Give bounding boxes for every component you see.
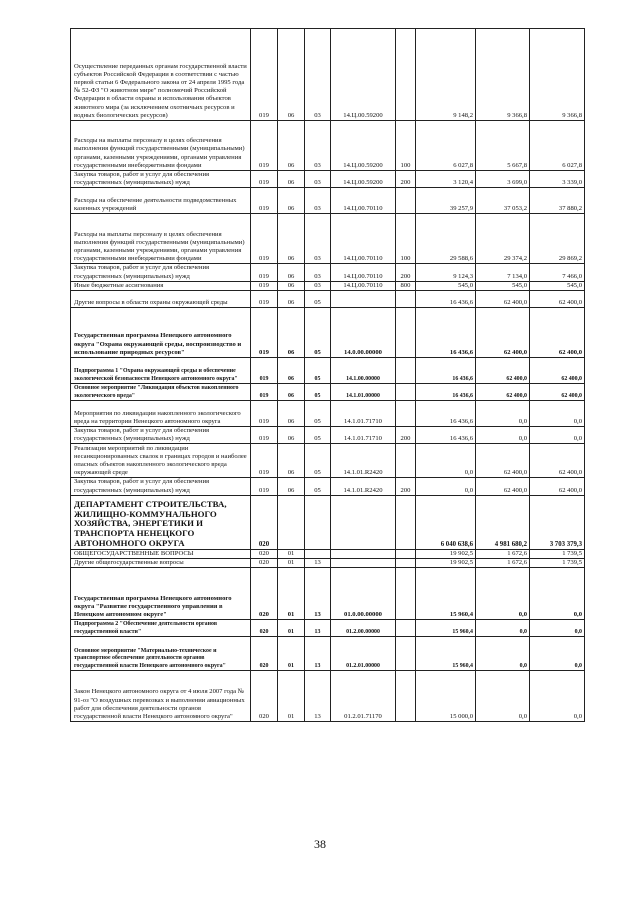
amount-year-2-cell: 0,0	[476, 637, 530, 671]
table-row	[71, 264, 585, 281]
target-article-cell: 01.2.01.71170	[331, 671, 396, 722]
target-article-cell: 14.Ц.00.59200	[331, 171, 396, 188]
admin-code-cell: 019	[251, 264, 278, 281]
subsection-code-cell: 05	[305, 444, 331, 478]
admin-code-cell: 019	[251, 308, 278, 358]
expense-type-cell	[396, 308, 416, 358]
amount-year-2-cell: 29 374,2	[476, 214, 530, 264]
subsection-code-cell: 13	[305, 671, 331, 722]
section-code-cell: 06	[278, 214, 305, 264]
expense-type-cell: 100	[396, 121, 416, 171]
table-row	[71, 358, 585, 384]
item-name-cell: Расходы на обеспечение деятельности подведомственных казенных учреждений	[71, 188, 251, 214]
amount-year-3-cell: 0,0	[530, 671, 585, 722]
subsection-code-cell: 05	[305, 358, 331, 384]
expense-type-cell	[396, 358, 416, 384]
target-article-cell: 14.Ц.00.59200	[331, 29, 396, 121]
amount-year-3-cell: 62 400,0	[530, 308, 585, 358]
section-code-cell: 06	[278, 401, 305, 427]
amount-year-2-cell: 3 699,0	[476, 171, 530, 188]
subsection-code-cell: 13	[305, 637, 331, 671]
amount-year-1-cell: 19 902,5	[416, 549, 476, 558]
expense-type-cell	[396, 29, 416, 121]
expense-type-cell: 200	[396, 478, 416, 495]
section-code-cell: 06	[278, 358, 305, 384]
table-row	[71, 620, 585, 637]
budget-table-page	[70, 28, 584, 722]
amount-year-1-cell: 15 960,4	[416, 620, 476, 637]
amount-year-2-cell: 62 400,0	[476, 358, 530, 384]
target-article-cell: 01.2.01.00000	[331, 637, 396, 671]
amount-year-3-cell: 3 339,0	[530, 171, 585, 188]
amount-year-2-cell: 62 400,0	[476, 478, 530, 495]
admin-code-cell: 019	[251, 281, 278, 290]
amount-year-3-cell: 29 869,2	[530, 214, 585, 264]
subsection-code-cell: 05	[305, 384, 331, 401]
amount-year-3-cell: 0,0	[530, 620, 585, 637]
section-code-cell: 06	[278, 264, 305, 281]
amount-year-2-cell: 0,0	[476, 401, 530, 427]
table-row	[71, 171, 585, 188]
expense-type-cell: 200	[396, 264, 416, 281]
item-name-cell: Иные бюджетные ассигнования	[71, 281, 251, 290]
section-code-cell: 01	[278, 568, 305, 620]
target-article-cell: 14.1.01.R2420	[331, 478, 396, 495]
target-article-cell: 01.0.00.00000	[331, 568, 396, 620]
item-name-cell: Реализация мероприятий по ликвидации несанкционированных свалок в границах городов и наиболее опасных объектов накопленного экологического вреда окружающей среде	[71, 444, 251, 478]
admin-code-cell: 019	[251, 188, 278, 214]
subsection-code-cell: 05	[305, 427, 331, 444]
amount-year-2-cell: 0,0	[476, 427, 530, 444]
item-name-cell: Подпрограмма 1 "Охрана окружающей среды и обеспечение экологической безопасности Ненецкого автономного округа"	[71, 358, 251, 384]
subsection-code-cell: 13	[305, 559, 331, 568]
amount-year-1-cell: 16 436,6	[416, 291, 476, 308]
admin-code-cell: 019	[251, 121, 278, 171]
target-article-cell: 14.1.01.R2420	[331, 444, 396, 478]
subsection-code-cell: 03	[305, 171, 331, 188]
amount-year-3-cell: 545,0	[530, 281, 585, 290]
amount-year-2-cell: 9 366,8	[476, 29, 530, 121]
section-code-cell: 01	[278, 637, 305, 671]
amount-year-1-cell: 29 588,6	[416, 214, 476, 264]
amount-year-1-cell: 15 000,0	[416, 671, 476, 722]
target-article-cell: 14.1.00.00000	[331, 358, 396, 384]
amount-year-3-cell: 1 739,5	[530, 559, 585, 568]
amount-year-2-cell: 5 667,8	[476, 121, 530, 171]
table-row	[71, 495, 585, 549]
expense-type-cell: 200	[396, 171, 416, 188]
section-code-cell: 06	[278, 478, 305, 495]
item-name-cell: ОБЩЕГОСУДАРСТВЕННЫЕ ВОПРОСЫ	[71, 549, 251, 558]
target-article-cell: 14.Ц.00.70110	[331, 188, 396, 214]
amount-year-2-cell: 0,0	[476, 671, 530, 722]
item-name-cell: Другие вопросы в области охраны окружающей среды	[71, 291, 251, 308]
subsection-code-cell: 05	[305, 308, 331, 358]
item-name-cell: Подпрограмма 2 "Обеспечение деятельности органов государственной власти"	[71, 620, 251, 637]
target-article-cell: 01.2.00.00000	[331, 620, 396, 637]
amount-year-1-cell: 6 040 638,6	[416, 495, 476, 549]
subsection-code-cell: 03	[305, 214, 331, 264]
table-row	[71, 188, 585, 214]
expense-type-cell	[396, 549, 416, 558]
target-article-cell: 14.Ц.00.70110	[331, 264, 396, 281]
admin-code-cell: 019	[251, 401, 278, 427]
amount-year-3-cell: 62 400,0	[530, 444, 585, 478]
target-article-cell: 14.Ц.00.59200	[331, 121, 396, 171]
item-name-cell: Закупка товаров, работ и услуг для обеспечения государственных (муниципальных) нужд	[71, 478, 251, 495]
admin-code-cell: 020	[251, 637, 278, 671]
budget-table	[70, 28, 585, 722]
target-article-cell	[331, 495, 396, 549]
amount-year-2-cell: 62 400,0	[476, 444, 530, 478]
table-row	[71, 29, 585, 121]
amount-year-2-cell: 0,0	[476, 568, 530, 620]
amount-year-3-cell: 9 366,8	[530, 29, 585, 121]
admin-code-cell: 020	[251, 671, 278, 722]
subsection-code-cell: 03	[305, 264, 331, 281]
table-row	[71, 549, 585, 558]
amount-year-1-cell: 16 436,6	[416, 384, 476, 401]
page-number: 38	[314, 837, 326, 851]
target-article-cell	[331, 559, 396, 568]
item-name-cell: Основное мероприятие "Ликвидация объектов накопленного экологического вреда"	[71, 384, 251, 401]
table-row	[71, 559, 585, 568]
admin-code-cell: 019	[251, 171, 278, 188]
section-code-cell: 06	[278, 444, 305, 478]
section-code-cell: 06	[278, 384, 305, 401]
expense-type-cell: 100	[396, 214, 416, 264]
target-article-cell: 14.Ц.00.70110	[331, 281, 396, 290]
target-article-cell: 14.Ц.00.70110	[331, 214, 396, 264]
amount-year-3-cell: 3 703 379,3	[530, 495, 585, 549]
amount-year-1-cell: 6 027,8	[416, 121, 476, 171]
amount-year-3-cell: 37 880,2	[530, 188, 585, 214]
section-code-cell: 06	[278, 291, 305, 308]
admin-code-cell: 019	[251, 444, 278, 478]
expense-type-cell	[396, 384, 416, 401]
expense-type-cell	[396, 637, 416, 671]
target-article-cell: 14.1.01.71710	[331, 427, 396, 444]
amount-year-1-cell: 9 124,3	[416, 264, 476, 281]
admin-code-cell: 019	[251, 214, 278, 264]
item-name-cell: Закупка товаров, работ и услуг для обеспечения государственных (муниципальных) нужд	[71, 427, 251, 444]
amount-year-3-cell: 6 027,8	[530, 121, 585, 171]
item-name-cell: Мероприятия по ликвидации накопленного экологического вреда на территории Ненецкого автономного округа	[71, 401, 251, 427]
amount-year-3-cell: 62 400,0	[530, 358, 585, 384]
admin-code-cell: 020	[251, 495, 278, 549]
table-row	[71, 444, 585, 478]
amount-year-1-cell: 16 436,6	[416, 358, 476, 384]
subsection-code-cell: 05	[305, 291, 331, 308]
amount-year-2-cell: 0,0	[476, 620, 530, 637]
amount-year-2-cell: 545,0	[476, 281, 530, 290]
item-name-cell: Государственная программа Ненецкого автономного округа "Охрана окружающей среды, воспроизводство и использование природных ресурсов"	[71, 308, 251, 358]
amount-year-1-cell: 545,0	[416, 281, 476, 290]
expense-type-cell	[396, 444, 416, 478]
amount-year-2-cell: 62 400,0	[476, 384, 530, 401]
admin-code-cell: 020	[251, 620, 278, 637]
expense-type-cell	[396, 671, 416, 722]
target-article-cell	[331, 291, 396, 308]
admin-code-cell: 020	[251, 559, 278, 568]
section-code-cell: 01	[278, 549, 305, 558]
amount-year-1-cell: 16 436,6	[416, 427, 476, 444]
admin-code-cell: 019	[251, 384, 278, 401]
expense-type-cell: 800	[396, 281, 416, 290]
amount-year-2-cell: 62 400,0	[476, 308, 530, 358]
amount-year-1-cell: 0,0	[416, 444, 476, 478]
section-code-cell	[278, 495, 305, 549]
table-row	[71, 427, 585, 444]
amount-year-3-cell: 62 400,0	[530, 384, 585, 401]
admin-code-cell: 020	[251, 568, 278, 620]
amount-year-1-cell: 16 436,6	[416, 401, 476, 427]
section-code-cell: 06	[278, 281, 305, 290]
subsection-code-cell	[305, 549, 331, 558]
subsection-code-cell: 03	[305, 281, 331, 290]
item-name-cell: ДЕПАРТАМЕНТ СТРОИТЕЛЬСТВА, ЖИЛИЩНО-КОММУНАЛЬНОГО ХОЗЯЙСТВА, ЭНЕРГЕТИКИ И ТРАНСПОРТА НЕНЕЦКОГО АВТОНОМНОГО ОКРУГА	[71, 495, 251, 549]
admin-code-cell: 019	[251, 29, 278, 121]
table-row	[71, 671, 585, 722]
amount-year-3-cell: 0,0	[530, 401, 585, 427]
amount-year-1-cell: 9 148,2	[416, 29, 476, 121]
amount-year-2-cell: 62 400,0	[476, 291, 530, 308]
amount-year-1-cell: 39 257,9	[416, 188, 476, 214]
section-code-cell: 06	[278, 427, 305, 444]
amount-year-2-cell: 4 981 680,2	[476, 495, 530, 549]
item-name-cell: Закупка товаров, работ и услуг для обеспечения государственных (муниципальных) нужд	[71, 264, 251, 281]
subsection-code-cell: 03	[305, 121, 331, 171]
subsection-code-cell: 05	[305, 478, 331, 495]
section-code-cell: 01	[278, 671, 305, 722]
item-name-cell: Закупка товаров, работ и услуг для обеспечения государственных (муниципальных) нужд	[71, 171, 251, 188]
section-code-cell: 01	[278, 559, 305, 568]
admin-code-cell: 019	[251, 358, 278, 384]
item-name-cell: Закон Ненецкого автономного округа от 4 июля 2007 года № 91-оз "О воздушных перевозках и выполнении авиационных работ для обеспечения деятельности органов государственной власти Ненецкого автономного округа"	[71, 671, 251, 722]
table-row	[71, 308, 585, 358]
table-row	[71, 637, 585, 671]
admin-code-cell: 019	[251, 478, 278, 495]
amount-year-3-cell: 62 400,0	[530, 478, 585, 495]
item-name-cell: Другие общегосударственные вопросы	[71, 559, 251, 568]
expense-type-cell	[396, 620, 416, 637]
table-row	[71, 214, 585, 264]
target-article-cell: 14.1.01.00000	[331, 384, 396, 401]
amount-year-3-cell: 62 400,0	[530, 291, 585, 308]
amount-year-1-cell: 15 960,4	[416, 637, 476, 671]
table-row	[71, 291, 585, 308]
subsection-code-cell	[305, 495, 331, 549]
amount-year-3-cell: 0,0	[530, 637, 585, 671]
amount-year-1-cell: 15 960,4	[416, 568, 476, 620]
admin-code-cell: 020	[251, 549, 278, 558]
table-row	[71, 121, 585, 171]
item-name-cell: Государственная программа Ненецкого автономного округа "Развитие государственного управления в Ненецком автономном округе"	[71, 568, 251, 620]
table-row	[71, 384, 585, 401]
table-row	[71, 401, 585, 427]
target-article-cell: 14.0.00.00000	[331, 308, 396, 358]
item-name-cell: Расходы на выплаты персоналу в целях обеспечения выполнения функций государственными (муниципальными) органами, казенными учреждениями, органами управления государственными внебюджетными фондами	[71, 121, 251, 171]
section-code-cell: 06	[278, 121, 305, 171]
amount-year-2-cell: 37 053,2	[476, 188, 530, 214]
amount-year-2-cell: 1 672,6	[476, 549, 530, 558]
admin-code-cell: 019	[251, 291, 278, 308]
amount-year-1-cell: 0,0	[416, 478, 476, 495]
expense-type-cell	[396, 559, 416, 568]
subsection-code-cell: 05	[305, 401, 331, 427]
section-code-cell: 01	[278, 620, 305, 637]
amount-year-2-cell: 1 672,6	[476, 559, 530, 568]
subsection-code-cell: 13	[305, 568, 331, 620]
section-code-cell: 06	[278, 171, 305, 188]
subsection-code-cell: 03	[305, 188, 331, 214]
section-code-cell: 06	[278, 188, 305, 214]
amount-year-1-cell: 3 120,4	[416, 171, 476, 188]
amount-year-3-cell: 0,0	[530, 568, 585, 620]
expense-type-cell	[396, 495, 416, 549]
amount-year-2-cell: 7 134,0	[476, 264, 530, 281]
amount-year-1-cell: 19 902,5	[416, 559, 476, 568]
expense-type-cell	[396, 401, 416, 427]
item-name-cell: Основное мероприятие "Материально-техническое и транспортное обеспечение деятельности органов государственной власти Ненецкого автономного округа"	[71, 637, 251, 671]
section-code-cell: 06	[278, 29, 305, 121]
expense-type-cell	[396, 291, 416, 308]
amount-year-1-cell: 16 436,6	[416, 308, 476, 358]
amount-year-3-cell: 0,0	[530, 427, 585, 444]
subsection-code-cell: 13	[305, 620, 331, 637]
admin-code-cell: 019	[251, 427, 278, 444]
expense-type-cell	[396, 188, 416, 214]
subsection-code-cell: 03	[305, 29, 331, 121]
item-name-cell: Осуществление переданных органам государственной власти субъектов Российской Федерации в соответствии с частью первой статьи 6 Федерального закона от 24 апреля 1995 года № 52-ФЗ "О животном мире" полномочий Российской Федерации в области охраны и использования объектов животного мира (за исключением охотничьих ресурсов и водных биологических ресурсов)	[71, 29, 251, 121]
amount-year-3-cell: 1 739,5	[530, 549, 585, 558]
target-article-cell	[331, 549, 396, 558]
item-name-cell: Расходы на выплаты персоналу в целях обеспечения выполнения функций государственными (муниципальными) органами, казенными учреждениями, органами управления государственными внебюджетными фондами	[71, 214, 251, 264]
target-article-cell: 14.1.01.71710	[331, 401, 396, 427]
amount-year-3-cell: 7 466,0	[530, 264, 585, 281]
expense-type-cell	[396, 568, 416, 620]
table-row	[71, 478, 585, 495]
section-code-cell: 06	[278, 308, 305, 358]
table-row	[71, 281, 585, 290]
expense-type-cell: 200	[396, 427, 416, 444]
table-row	[71, 568, 585, 620]
